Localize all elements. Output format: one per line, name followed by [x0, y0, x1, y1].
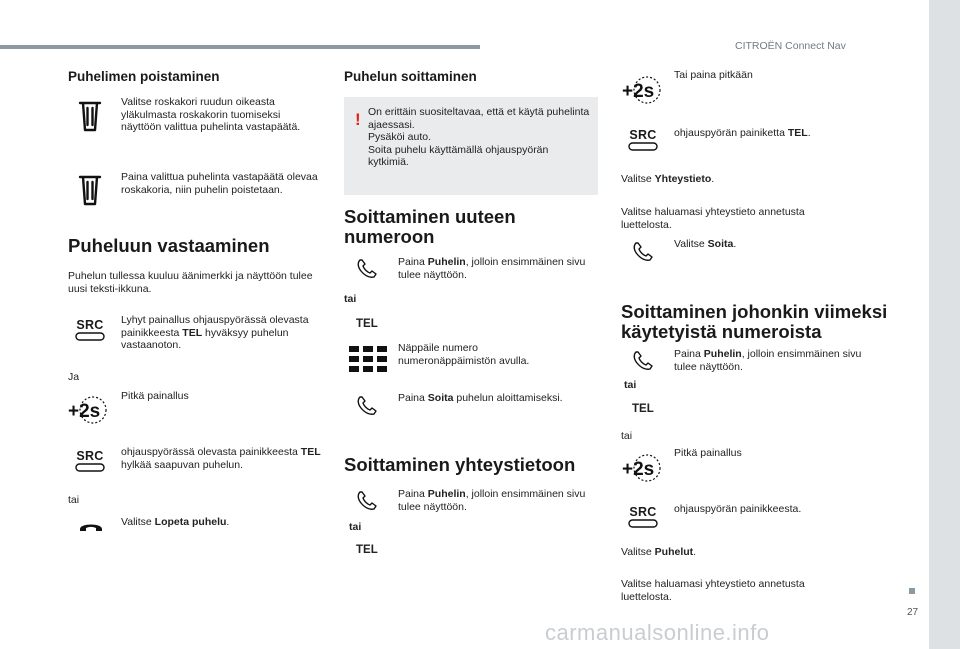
heading-answer-call: Puheluun vastaaminen	[68, 235, 270, 256]
select-contact: Valitse Yhteystieto.	[621, 173, 715, 185]
two-second-press-icon	[66, 394, 110, 426]
new-number-step-3: Paina Soita puhelun aloittamiseksi.	[398, 392, 563, 404]
handset-icon	[355, 257, 379, 281]
brand-label: CITROËN Connect Nav	[735, 40, 846, 52]
reject-step: ohjauspyörässä olevasta painikkeesta TEL hylkää saapuvan puhelun.	[121, 446, 321, 471]
new-number-step-2: Näppäile numero numeronäppäimistön avulla.	[398, 342, 530, 367]
heading-delete-phone: Puhelimen poistaminen	[68, 69, 220, 84]
svg-text:+2s: +2s	[68, 401, 101, 422]
keypad-icon	[349, 346, 387, 372]
answer-intro: Puhelun tullessa kuuluu äänimerkki ja näyttöön tulee uusi teksti-ikkuna.	[68, 270, 313, 295]
tai-label: tai	[621, 430, 633, 442]
heading-call-contact: Soittaminen yhteystietoon	[344, 454, 576, 475]
handset-icon	[355, 394, 379, 418]
hang-up-icon	[78, 520, 104, 534]
header-rule	[0, 45, 480, 49]
heading-recent-numbers: Soittaminen johonkin viimeksi käytetyistä numeroista	[621, 301, 888, 342]
reject-long-press: Pitkä painallus	[121, 390, 189, 402]
ja-label: Ja	[68, 371, 80, 383]
answer-step-1: Lyhyt painallus ohjauspyörässä olevasta painikkeesta TEL hyväksyy puhelun vastaanoton.	[121, 314, 309, 351]
trash-icon	[78, 100, 102, 132]
heading-new-number: Soittaminen uuteen numeroon	[344, 206, 516, 247]
end-call-step: Valitse Lopeta puhelu.	[121, 516, 230, 528]
tel-label: TEL	[356, 318, 378, 330]
src-button-icon: SRC	[72, 449, 108, 473]
warning-icon: !	[355, 110, 361, 129]
watermark: carmanualsonline.info	[545, 620, 770, 645]
contact-step-1: Paina Puhelin, jolloin ensimmäinen sivu tulee näyttöön.	[398, 488, 586, 513]
tai-label: tai	[624, 379, 637, 391]
tel-label: TEL	[356, 544, 378, 556]
page-edge-bar	[929, 0, 960, 649]
delete-step-1: Valitse roskakori ruudun oikeasta yläkulmasta roskakorin tuomiseksi näyttöön valittua puhelinta vastapäätä.	[121, 96, 301, 133]
src-button-icon: SRC	[625, 505, 661, 529]
select-from-list: Valitse haluamasi yhteystieto annetusta luettelosta.	[621, 206, 805, 231]
tai-label: tai	[68, 494, 80, 506]
tai-label: tai	[344, 293, 357, 305]
continue-marker	[909, 588, 915, 594]
safety-note	[344, 97, 598, 195]
two-second-press-icon	[620, 74, 664, 106]
recent-long-press: Pitkä painallus	[674, 447, 742, 459]
heading-make-call: Puhelun soittaminen	[344, 69, 477, 84]
recent-step-1: Paina Puhelin, jolloin ensimmäinen sivu tulee näyttöön.	[674, 348, 862, 373]
trash-icon	[78, 174, 102, 206]
recent-select-from-list: Valitse haluamasi yhteystieto annetusta luettelosta.	[621, 578, 805, 603]
contact-long-press: Tai paina pitkään	[674, 69, 753, 81]
handset-icon	[631, 240, 655, 264]
tai-label: tai	[349, 521, 362, 533]
new-number-step-1: Paina Puhelin, jolloin ensimmäinen sivu tulee näyttöön.	[398, 256, 586, 281]
src-button-icon: SRC	[72, 318, 108, 342]
contact-tel-button: ohjauspyörän painiketta TEL.	[674, 127, 811, 139]
tel-label: TEL	[632, 403, 654, 415]
recent-src-button: ohjauspyörän painikkeesta.	[674, 503, 802, 515]
svg-text:+2s: +2s	[622, 459, 655, 480]
page-number: 27	[907, 607, 919, 618]
select-call: Valitse Soita.	[674, 238, 737, 250]
src-button-icon: SRC	[625, 128, 661, 152]
select-calls: Valitse Puhelut.	[621, 546, 697, 558]
safety-note-text: On erittäin suositeltavaa, että et käytä puhelinta ajaessasi. Pysäköi auto. Soita puhelu käyttämällä ohjauspyörän kytkimiä.	[368, 106, 590, 168]
delete-step-2: Paina valittua puhelinta vastapäätä olevaa roskakoria, niin puhelin poistetaan.	[121, 171, 318, 196]
handset-icon	[355, 489, 379, 513]
two-second-press-icon	[620, 452, 664, 484]
svg-text:+2s: +2s	[622, 81, 655, 102]
handset-icon	[631, 349, 655, 373]
